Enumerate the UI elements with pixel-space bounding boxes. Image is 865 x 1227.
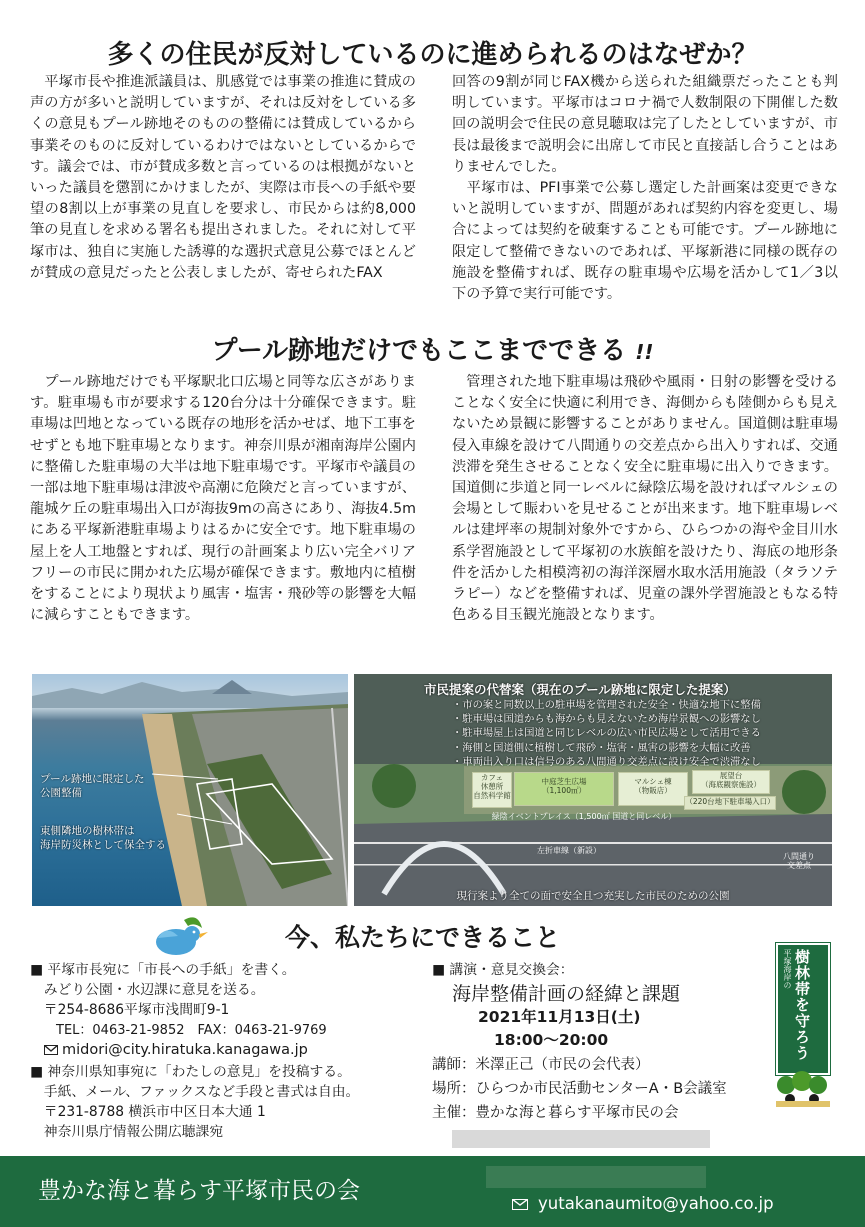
redacted-line [452, 1130, 710, 1148]
plan-box-parking: （220台地下駐車場入口） [684, 796, 776, 810]
event-title: 海岸整備計画の経緯と課題 [452, 983, 681, 1005]
plan-box-lawn: 中庭芝生広場 （1,100㎡） [514, 772, 614, 806]
mail-icon [44, 1045, 58, 1055]
why-left-paragraph: 平塚市長や推進派議員は、肌感覚では事業の推進に賛成の声の方が多いと説明していますが、それは反対をしている多くの意見もプール跡地そのものの整備には賛成しているから事業そのものに反対しているわけではないとしているからです。議会では、市が賛成多数と言っているのは根拠がないといった議員を懲罰にかけましたが、実際は市長への手紙や要望の8割以上が事業の見直しを要求し、市民からは約8,000筆の見直しを求める署名も提出されました。それに対して平塚市は、独自に実施した誘導的な選択式意見公募でほとんどが賛成の意見だったと公表しましたが、寄せられたFAX [30, 74, 416, 281]
plan-box-lane: 左折車線（新設） [537, 846, 601, 855]
event-speaker: 講師：米澤正己（市民の会代表） [432, 1057, 650, 1073]
event-time: 18:00〜20:00 [494, 1031, 609, 1049]
proposal-bullet: ・駐車場は国道からも海からも見えないため海岸景観への影響なし [452, 713, 761, 726]
plan-box-crossing: 八間通り 交差点 [783, 852, 815, 870]
plan-box-cafe: カフェ 休憩所 自然科学館 [472, 772, 512, 808]
why-left-column [30, 72, 416, 284]
section-title-why: 多くの住民が反対しているのに進められるのはなぜか？ [107, 40, 758, 70]
action-tel-fax: TEL：0463-21-9852 FAX：0463-21-9769 [30, 1023, 327, 1038]
proposal-bullets [452, 698, 761, 769]
footer [0, 1156, 865, 1227]
action-address-pref: 〒231-8788 横浜市中区日本大通 1 [30, 1104, 266, 1120]
pool-title-mark: !! [635, 340, 654, 364]
photo-label-pool: プール跡地に限定した 公園整備 [40, 773, 145, 799]
proposal-title: 市民提案の代替案（現在のプール跡地に限定した提案） [424, 682, 736, 697]
plan-box-tower: 展望台 （海底観察施設） [692, 770, 770, 794]
pool-right-paragraph: 管理された地下駐車場は飛砂や風雨・日射の影響を受けることなく安全に快適に利用でき、海側からも陸側からも見えないため景観に影響することがありません。国道側は駐車場侵入車線を設けて八間通りの交差点から出入りすれば、交通渋滞を発生させることなく安全に駐車場に出入りできます。国道側に歩道と同一レベルに緑陰広場を設ければマルシェの会場として賑わいを見せることが出来ます。地下駐車場レベルは建坪率の規制対象外ですから、ひらつかの海や金目川水系学習施設として平塚初の水族館を設けたり、海底の地形条件を活かした相模湾初の海洋深層水取水活用施設（タラソテラピー）などを整備すれば、児童の課外学習施設ともなる特色ある目玉観光施設となります。 [452, 374, 838, 624]
proposal-bullet: ・車両出入り口は信号のある八間通り交差点に設け安全で渋滞なし [452, 755, 761, 768]
green-banner [776, 943, 830, 1075]
event-host: 主催：豊かな海と暮らす平塚市民の会 [432, 1105, 679, 1121]
action-item-governor: ■ 神奈川県知事宛に「わたしの意見」を投稿する。 [30, 1064, 351, 1080]
why-right-paragraph-2: 平塚市は、PFI事業で公募し選定した計画案は変更できないと説明していますが、問題があれば契約内容を変更し、場合によっては契約を破棄することも可能です。プール跡地に限定して整備できないのであれば、平塚新港に同様の既存の施設を整備すれば、既存の駐車場や広場を活かして1／3以下の予算で実行可能です。 [452, 180, 838, 303]
section-title-action: 今、私たちにできること [285, 923, 561, 952]
footer-mail-icon [512, 1199, 528, 1210]
why-right-column [452, 72, 838, 305]
event-date: 2021年11月13日(土) [478, 1008, 641, 1026]
pool-title-text: プール跡地だけでもここまでできる [211, 336, 627, 366]
banner-text: 樹林帯を守ろう [793, 949, 811, 1061]
photo-label-forest: 東側隣地の樹林帯は 海岸防災林として保全する [40, 825, 166, 851]
event-place: 場所：ひらつか市民活動センターA・B会議室 [432, 1081, 727, 1097]
banner-subtitle: 平塚海岸の [783, 949, 792, 989]
pool-left-paragraph: プール跡地だけでも平塚駅北口広場と同等な広さがあります。駐車場も市が要求する120台分は十分確保できます。駐車場は凹地となっている既存の地形を活かせば、地下工事をせずとも地下駐車場となります。神奈川県が湘南海岸公園内に整備した駐車場の大半は地下駐車場です。平塚市や議員の一部は地下駐車場は津波や高潮に危険だと言っていますが、龍城ケ丘の駐車場出入口が海抜9mの高さにあり、海抜4.5mにある平塚新港駐車場よりはるかに安全です。地下駐車場の屋上を人工地盤とすれば、現行の計画案より広い完全バリアフリーの市民に開かれた広場が確保できます。敷地内に植樹をすることにより現状より風害・塩害・飛砂等の影響を大幅に減らすこともできます。 [30, 374, 416, 624]
proposal-rendering [354, 674, 832, 906]
proposal-bullet: ・海側と国道側に植樹して飛砂・塩害・風害の影響を大幅に改善 [452, 741, 751, 754]
why-right-paragraph-1: 回答の9割が同じFAX機から送られた組織票だったことも判明しています。平塚市はコロナ禍で人数制限の下開催した数回の説明会で住民の意見聴取は完了したとしていますが、市長は最後まで説明会に出席して市民と直接話し合うことはありませんでした。 [452, 74, 838, 175]
email-link-midori[interactable]: midori@city.hiratuka.kanagawa.jp [62, 1042, 308, 1058]
section-title-pool [0, 330, 865, 367]
action-item-mayor: ■ 平塚市長宛に「市長への手紙」を書く。 [30, 962, 296, 978]
action-recipient: 神奈川県庁情報公開広聴課宛 [30, 1124, 224, 1140]
proposal-caption: 現行案より全ての面で安全且つ充実した市民のための公園 [456, 890, 730, 902]
banner-illustration [776, 1071, 830, 1107]
footer-redacted [486, 1166, 706, 1188]
plan-box-event: 緑陰イベントプレイス（1,500㎡ 国道と同レベル） [491, 812, 677, 821]
action-line: 手紙、メール、ファックスなど手段と書式は自由。 [30, 1084, 360, 1100]
footer-email-link[interactable]: yutakanaumito@yahoo.co.jp [538, 1194, 774, 1213]
action-line: みどり公園・水辺課に意見を送る。 [30, 982, 265, 998]
pool-right-column [452, 372, 838, 626]
action-address: 〒254-8686平塚市浅間町9-1 [30, 1002, 230, 1018]
event-label: ■ 講演・意見交換会： [432, 962, 574, 978]
proposal-bullet: ・市の案と同数以上の駐車場を管理された安全・快適な地下に整備 [452, 699, 761, 711]
footer-org-name: 豊かな海と暮らす平塚市民の会 [38, 1178, 360, 1204]
coast-aerial-photo [32, 674, 348, 906]
plan-box-marche: マルシェ棟 （物販店） [618, 772, 688, 806]
pool-left-column [30, 372, 416, 626]
proposal-bullet: ・駐車場屋上は国道と同じレベルの広い市民広場として活用できる [452, 727, 761, 740]
bird-icon [148, 908, 212, 960]
